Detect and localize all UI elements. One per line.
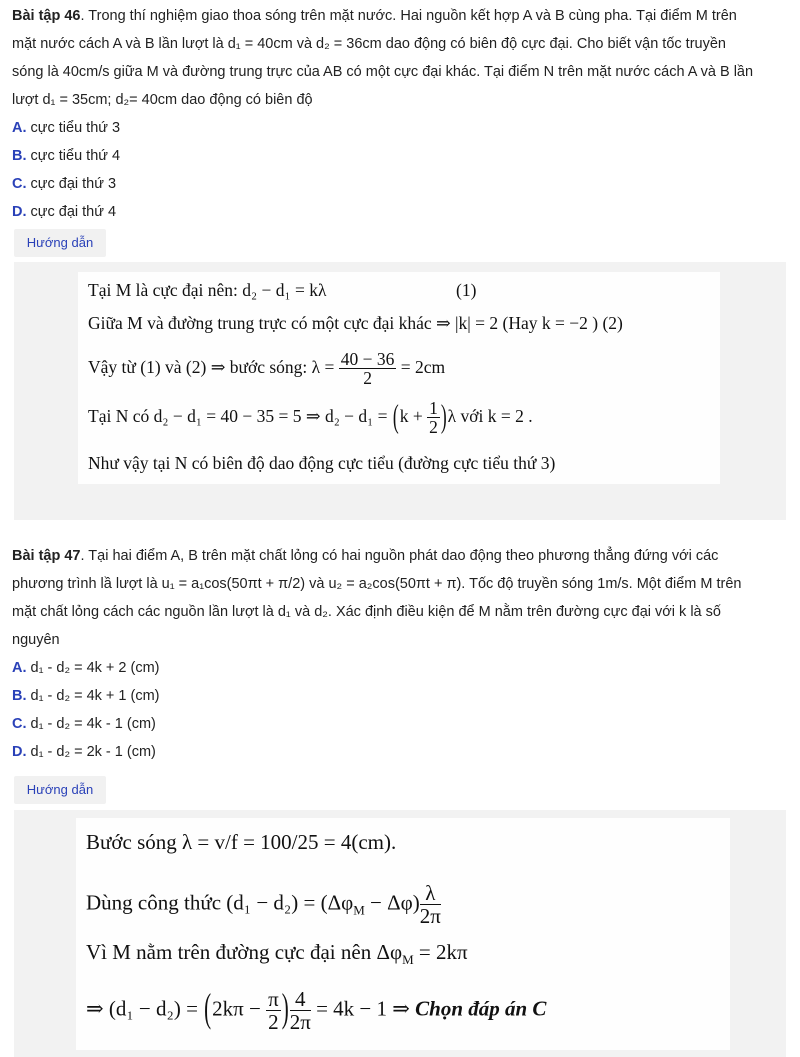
question-46-line-2: mặt nước cách A và B lần lượt là d₁ = 40cm và d₂ = 36cm dao động có biên độ cực đại. Cho biết vận tốc truyền <box>12 36 726 52</box>
solution-47-image: Bước sóng λ = v/f = 100/25 = 4(cm). Dùng công thức $(d_1 - d_2) = (\Delta\varphi_M - \Delta\varphi)$ $\frac{\lambda}{2\pi}$ Vì M nằm trên đường cực đại nên $\Delta\varphi_M = 2k\pi$ ⇒ (d₁ − d₂) = (2kπ − $\frac{\pi}{2}$ ) $\frac{4}{2\pi}$ = 4k − 1 ⇒ Chọn đáp án C <box>76 818 730 1050</box>
guide-button-47[interactable]: Hướng dẫn <box>14 776 106 804</box>
option-b: B. d₁ - d₂ = 4k + 1 (cm) <box>12 688 160 704</box>
question-46-line-3: sóng là 40cm/s giữa M và đường trung trực của AB có một cực đại khác. Tại điểm N trên mặt nước cách A và B lần <box>12 64 754 80</box>
option-d: D. d₁ - d₂ = 2k - 1 (cm) <box>12 744 156 760</box>
exercise-46-title: Bài tập 46 <box>12 8 81 24</box>
solution-46-panel <box>14 262 786 520</box>
question-47-line-4: nguyên <box>12 632 60 648</box>
option-b: B. cực tiểu thứ 4 <box>12 148 121 164</box>
question-46-line-4: lượt d₁ = 35cm; d₂= 40cm dao động có biên độ <box>12 92 313 108</box>
guide-button-46[interactable]: Hướng dẫn <box>14 229 106 257</box>
option-c: C. cực đại thứ 3 <box>12 176 117 192</box>
exercise-47 <box>12 542 788 766</box>
solution-47-panel <box>14 810 786 1057</box>
exercise-47-title: Bài tập 47 <box>12 548 81 564</box>
option-a: A. d₁ - d₂ = 4k + 2 (cm) <box>12 660 160 676</box>
question-47-line-2: phương trình lầ lượt là u₁ = a₁cos(50πt + π/2) và u₂ = a₂cos(50πt + π). Tốc độ truyền sóng 1m/s. Một điểm M trên <box>12 576 742 592</box>
exercise-46 <box>12 2 788 226</box>
option-d: D. cực đại thứ 4 <box>12 204 117 220</box>
question-47-text: Bài tập 47. Tại hai điểm A, B trên mặt chất lỏng có hai nguồn phát dao động theo phương thẳng đứng với các <box>12 548 719 564</box>
option-a: A. cực tiểu thứ 3 <box>12 120 121 136</box>
question-47-line-3: mặt chất lỏng cách các nguồn lần lượt là d₁ và d₂. Xác định điều kiện để M nằm trên đường cực đại với k là số <box>12 604 721 620</box>
option-c: C. d₁ - d₂ = 4k - 1 (cm) <box>12 716 156 732</box>
question-46-text: Bài tập 46. Trong thí nghiệm giao thoa sóng trên mặt nước. Hai nguồn kết hợp A và B cùng pha. Tại điểm M trên <box>12 8 737 24</box>
solution-46-image: Tại M là cực đại nên: d₂ − d₁ = kλ (1) Giữa M và đường trung trực có một cực đại khác ⇒ |k| = 2 (Hay k = −2 ) (2) Vậy từ (1) và (2) ⇒ bước sóng: λ = $\frac{40 - 36}{2}$ = 2cm Tại N có d₂ − d₁ = 40 − 35 = 5 ⇒ d₂ − d₁ = (k + $\frac{1}{2}$ )λ với k = 2 . Như vậy tại N có biên độ dao động cực tiểu (đường cực tiểu thứ 3) <box>78 272 720 484</box>
